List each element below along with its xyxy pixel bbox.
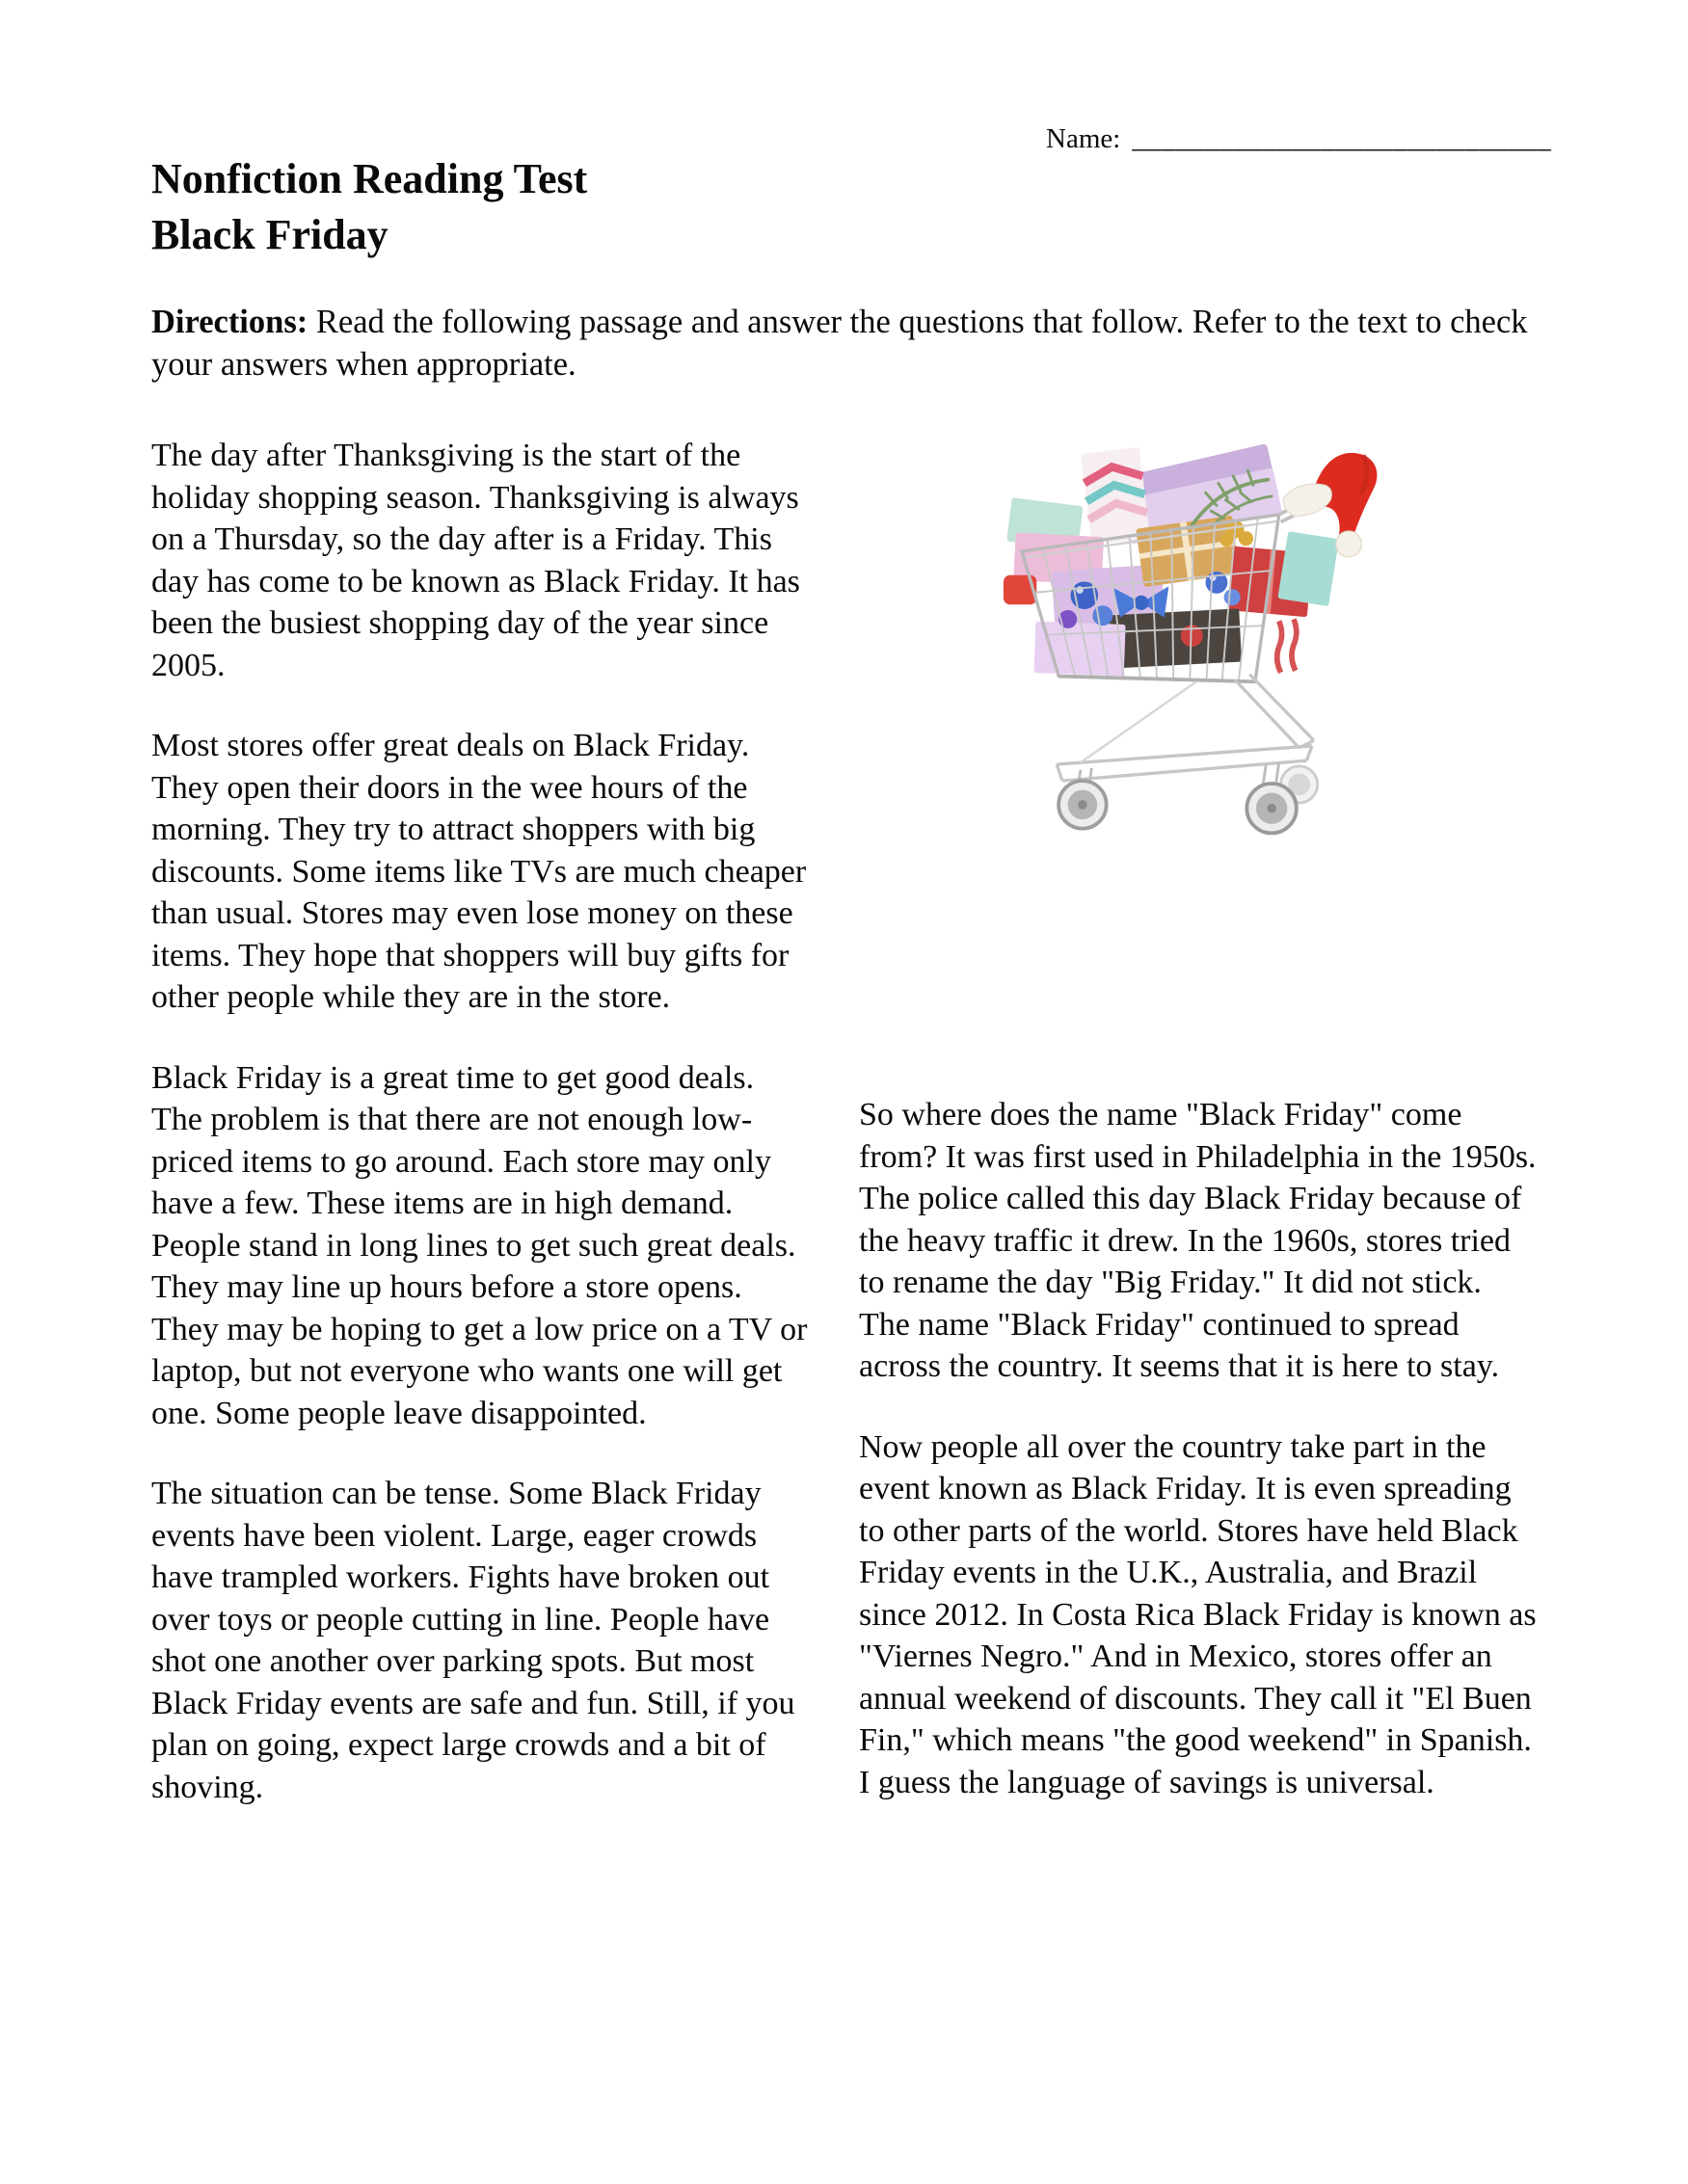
hat-pompom (1336, 531, 1362, 557)
red-garland (1277, 620, 1297, 673)
paragraph-4: The situation can be tense. Some Black Friday events have been violent. Large, eager crowds have trampled workers. Fights have broken out over toys or people cutting in line. People have shot one another over parking spots. But most Black Friday events are safe and fun. Still, if you plan on going, expect large crowds and a bit of shoving. (151, 1476, 795, 1805)
directions-text: Read the following passage and answer the questions that follow. Refer to the text to check your answers when appropriate. (151, 304, 1528, 383)
paragraph-3: Black Friday is a great time to get good deals. The problem is that there are not enough low-priced items to go around. Each store may only have a few. These items are in high demand. People stand in long lines to get such great deals. They may line up hours before a store opens. They may be hoping to get a low price on a TV or laptop, but not everyone who wants one will get one. Some people leave disappointed. (151, 1059, 808, 1431)
paragraph-1: The day after Thanksgiving is the start of the holiday shopping season. Thanksgiving is always on a Thursday, so the day after is a Friday. This day has come to be known as Black Friday. It has been the busiest shopping day of the year since 2005. (151, 438, 800, 683)
passage-columns (151, 435, 1538, 1847)
cart-chassis (1057, 675, 1314, 792)
title-line-1: Nonfiction Reading Test (151, 155, 588, 202)
name-label: Name: (1046, 123, 1121, 154)
paragraph-6: Now people all over the country take part in the event known as Black Friday. It is even spreading to other parts of the world. Stores have held Black Friday events in the U.K., Australia, and Brazil since 2012. In Costa Rica Black Friday is known as "Viernes Negro." And in Mexico, stores offer an annual weekend of discounts. They call it "El Buen Fin," which means "the good weekend" in Spanish. I guess the language of savings is universal. (859, 1428, 1537, 1800)
page-title (151, 151, 587, 263)
paragraph-5: So where does the name "Black Friday" come from? It was first used in Philadelphia in the 1950s. The police called this day Black Friday because of the heavy traffic it drew. In the 1960s, stores tried to rename the day "Big Friday." It did not stick. The name "Black Friday" continued to spread across the country. It seems that it is here to stay. (859, 1097, 1537, 1384)
passage-left-column (151, 435, 810, 1847)
directions (151, 301, 1538, 386)
title-line-2: Black Friday (151, 211, 389, 258)
rear-wheel (1246, 784, 1296, 833)
name-row (1046, 121, 1551, 156)
directions-label: Directions: (151, 304, 308, 340)
passage-right-column (859, 435, 1538, 1842)
front-wheel (1058, 781, 1107, 829)
shopping-cart-gifts-santa-hat-icon (1004, 439, 1389, 839)
shopping-cart-illustration (1004, 439, 1389, 839)
name-blank-line[interactable]: _____________________________ (1132, 123, 1552, 154)
paragraph-2: Most stores offer great deals on Black Friday. They open their doors in the wee hours of the morning. They try to attract shoppers with big discounts. Some items like TVs are much cheaper than usual. Stores may even lose money on these items. They hope that shoppers will buy gifts for other people while they are in the store. (151, 728, 807, 1015)
